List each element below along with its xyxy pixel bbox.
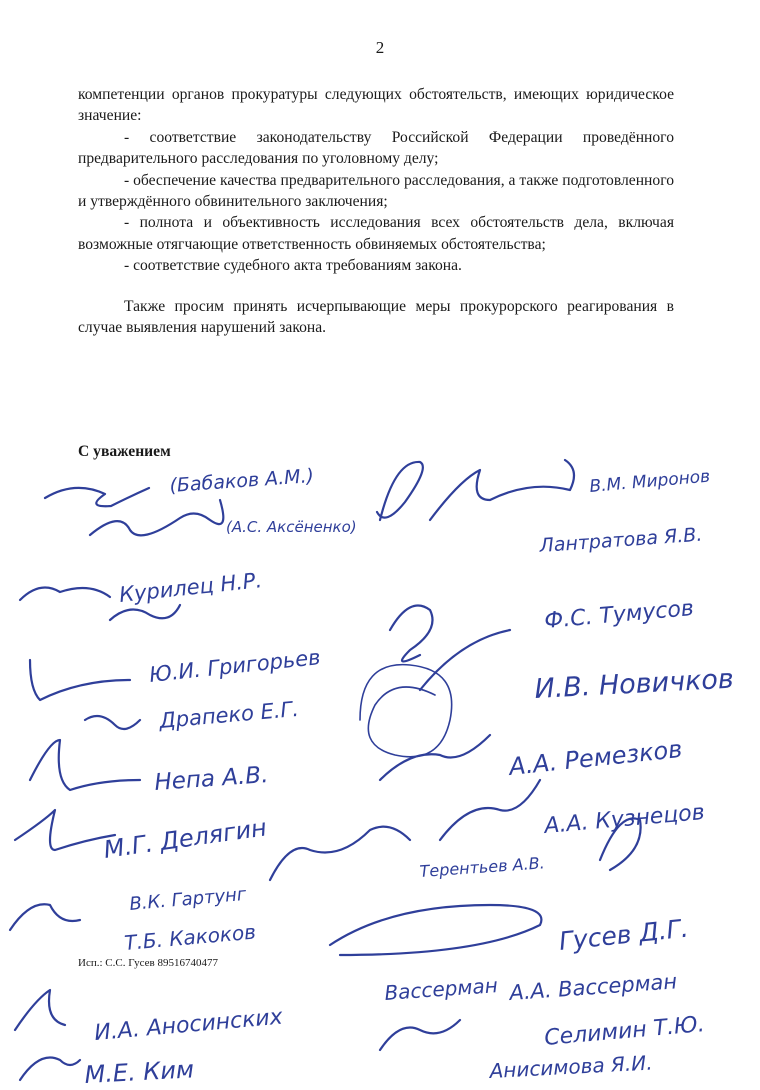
svg-text:(А.С. Аксёненко): (А.С. Аксёненко) xyxy=(226,518,357,536)
svg-text:А.А. Ремезков: А.А. Ремезков xyxy=(507,734,684,781)
list-item: - полнота и объективность исследования всех обстоятельств дела, включая возможные отягчающие ответственность обвиняемых обстоятельства; xyxy=(78,214,674,253)
svg-text:В.М. Миронов: В.М. Миронов xyxy=(588,466,711,497)
svg-text:М.Г. Делягин: М.Г. Делягин xyxy=(101,813,269,864)
svg-text:Ф.С. Тумусов: Ф.С. Тумусов xyxy=(543,596,695,634)
svg-text:А.А. Вассерман: А.А. Вассерман xyxy=(508,969,678,1005)
executor-note: Исп.: С.С. Гусев 89516740477 xyxy=(78,957,218,969)
svg-text:Т.Б. Какоков: Т.Б. Какоков xyxy=(123,919,257,955)
intro-paragraph: компетенции органов прокуратуры следующих обстоятельств, имеющих юридическое значение: xyxy=(78,86,674,125)
svg-text:(Бабаков А.М.): (Бабаков А.М.) xyxy=(168,464,315,497)
page-number: 2 xyxy=(375,38,385,57)
svg-text:А.А. Кузнецов: А.А. Кузнецов xyxy=(543,800,706,839)
svg-text:Непа А.В.: Непа А.В. xyxy=(153,762,270,796)
svg-text:Вассерман: Вассерман xyxy=(383,973,499,1005)
svg-text:Терентьев А.В.: Терентьев А.В. xyxy=(418,853,546,881)
svg-text:Лантратова Я.В.: Лантратова Я.В. xyxy=(538,523,703,557)
svg-text:И.А. Аносинских: И.А. Аносинских xyxy=(93,1004,284,1046)
closing-salutation: С уважением xyxy=(78,443,171,460)
svg-text:И.В. Новичков: И.В. Новичков xyxy=(533,663,735,705)
svg-text:В.К. Гартунг: В.К. Гартунг xyxy=(128,883,248,915)
svg-text:Драпеко Е.Г.: Драпеко Е.Г. xyxy=(158,696,300,733)
request-paragraph: Также просим принять исчерпывающие меры прокурорского реагирования в случае выявления нарушений закона. xyxy=(78,297,674,337)
svg-text:Селимин Т.Ю.: Селимин Т.Ю. xyxy=(543,1012,706,1051)
svg-text:Гусев Д.Г.: Гусев Д.Г. xyxy=(557,913,690,956)
letter-body xyxy=(78,84,674,338)
list-item: - обеспечение качества предварительного расследования, а также подготовленного и утверждённого обвинительного заключения; xyxy=(78,171,675,211)
signature-strokes xyxy=(10,460,641,1080)
svg-text:Курилец Н.Р.: Курилец Н.Р. xyxy=(118,568,264,607)
svg-text:Ю.И. Григорьев: Ю.И. Григорьев xyxy=(148,645,322,687)
list-item: - соответствие судебного акта требованиям закона. xyxy=(124,257,462,275)
svg-text:Анисимова Я.И.: Анисимова Я.И. xyxy=(489,1050,654,1083)
svg-text:М.Е. Ким: М.Е. Ким xyxy=(83,1055,195,1089)
list-item: - соответствие законодательству Российской Федерации проведённого предварительного расследования по уголовному делу; xyxy=(78,128,674,168)
